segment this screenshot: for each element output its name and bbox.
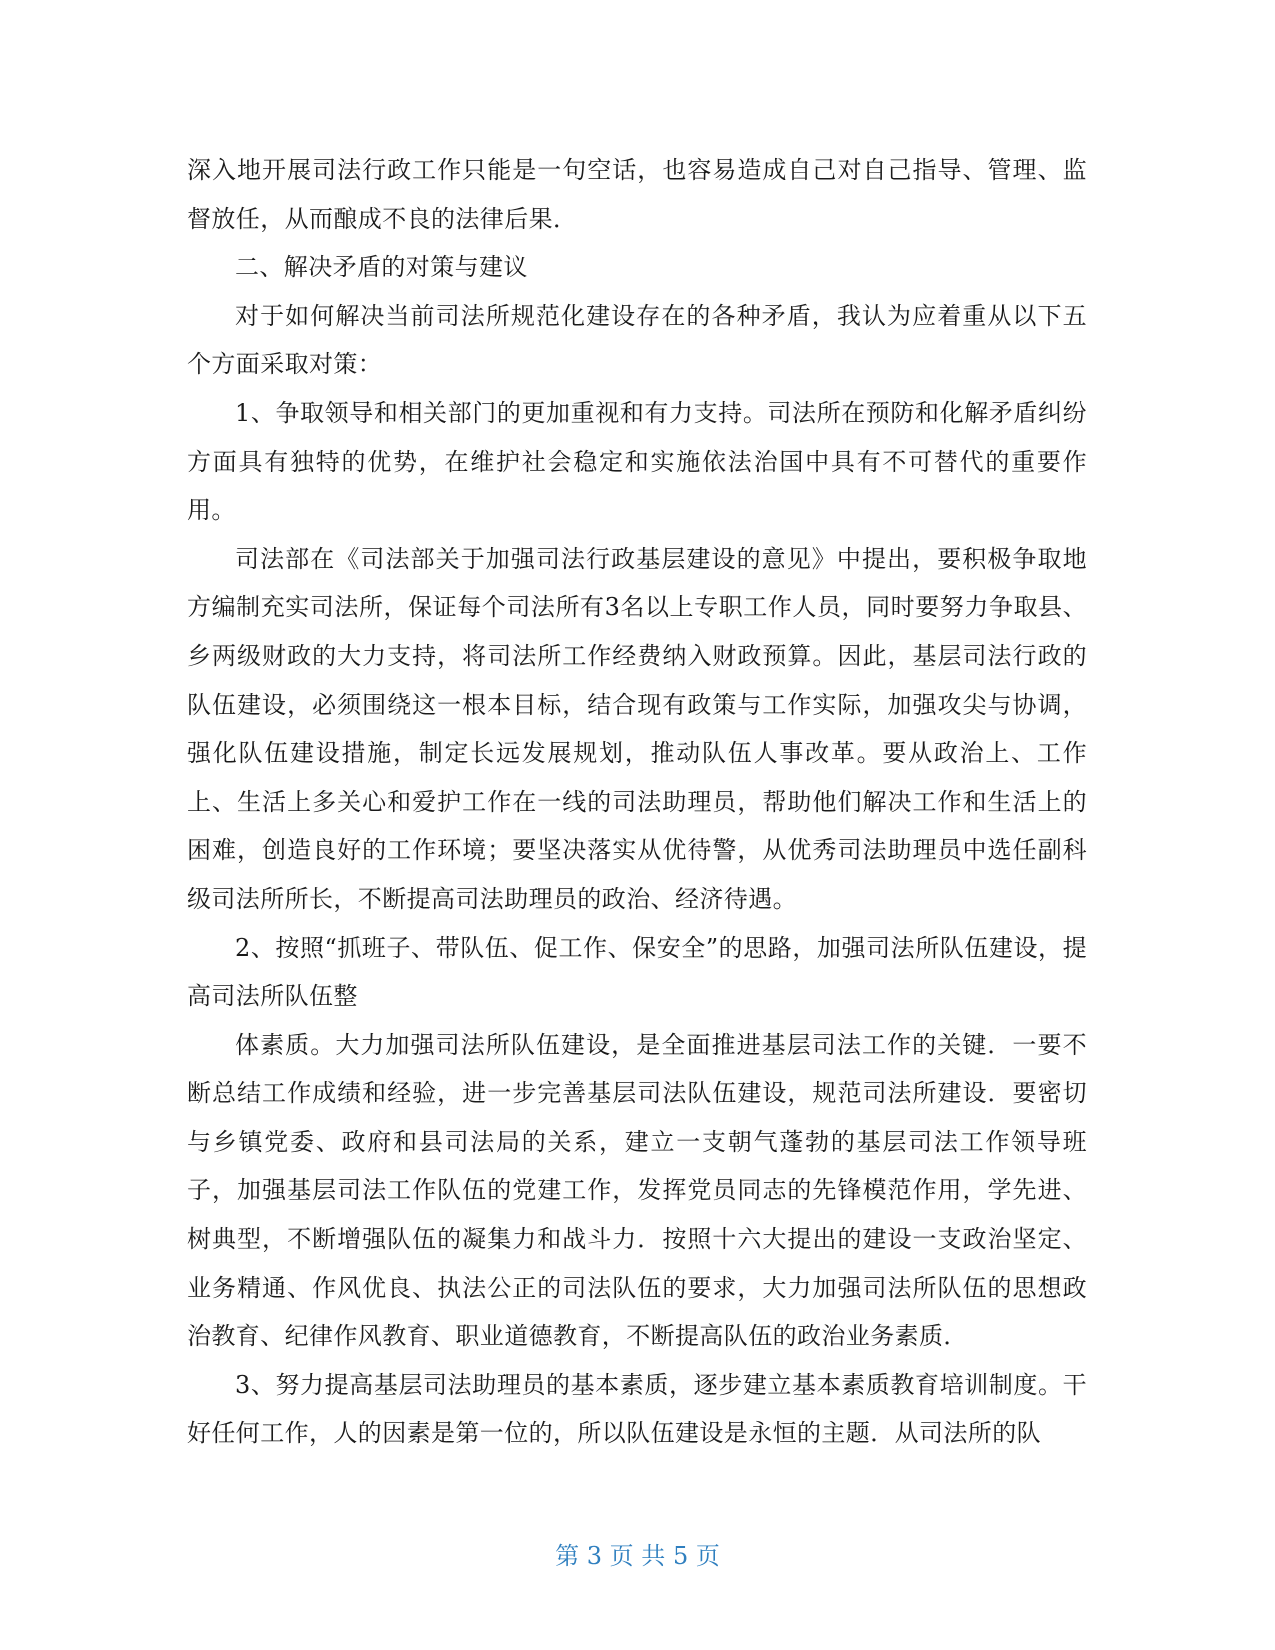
paragraph: 1、争取领导和相关部门的更加重视和有力支持。司法所在预防和化解矛盾纠纷方面具有独特的优势，在维护社会稳定和实施依法治国中具有不可替代的重要作用。 [187, 398, 1087, 525]
section-heading: 二、解决矛盾的对策与建议 [235, 253, 528, 282]
paragraph: 体素质。大力加强司法所队伍建设，是全面推进基层司法工作的关键．一要不断总结工作成绩和经验，进一步完善基层司法队伍建设，规范司法所建设．要密切与乡镇党委、政府和县司法局的关系，建立一支朝气蓬勃的基层司法工作领导班子，加强基层司法工作队伍的党建工作，发挥党员同志的先锋模范作用，学先进、树典型，不断增强队伍的凝集力和战斗力．按照十六大提出的建设一支政治坚定、业务精通、作风优良、执法公正的司法队伍的要求，大力加强司法所队伍的思想政治教育、纪律作风教育、职业道德教育，不断提高队伍的政治业务素质． [187, 1030, 1087, 1351]
page-number-footer: 第 3 页 共 5 页 [555, 1542, 720, 1570]
paragraph: 2、按照“抓班子、带队伍、促工作、保安全”的思路，加强司法所队伍建设，提高司法所队伍整 [187, 933, 1087, 1011]
document-body [187, 146, 1087, 1458]
paragraph: 3、努力提高基层司法助理员的基本素质，逐步建立基本素质教育培训制度。干好任何工作，人的因素是第一位的，所以队伍建设是永恒的主题．从司法所的队 [187, 1370, 1087, 1448]
paragraph: 对于如何解决当前司法所规范化建设存在的各种矛盾，我认为应着重从以下五个方面采取对策： [187, 301, 1087, 379]
paragraph: 司法部在《司法部关于加强司法行政基层建设的意见》中提出，要积极争取地方编制充实司法所，保证每个司法所有3名以上专职工作人员，同时要努力争取县、乡两级财政的大力支持，将司法所工作经费纳入财政预算。因此，基层司法行政的队伍建设，必须围绕这一根本目标，结合现有政策与工作实际，加强攻尖与协调，强化队伍建设措施，制定长远发展规划，推动队伍人事改革。要从政治上、工作上、生活上多关心和爱护工作在一线的司法助理员，帮助他们解决工作和生活上的困难，创造良好的工作环境；要坚决落实从优待警，从优秀司法助理员中选任副科级司法所所长，不断提高司法助理员的政治、经济待遇。 [187, 544, 1087, 913]
paragraph: 深入地开展司法行政工作只能是一句空话，也容易造成自己对自己指导、管理、监督放任，从而酿成不良的法律后果． [187, 156, 1087, 233]
